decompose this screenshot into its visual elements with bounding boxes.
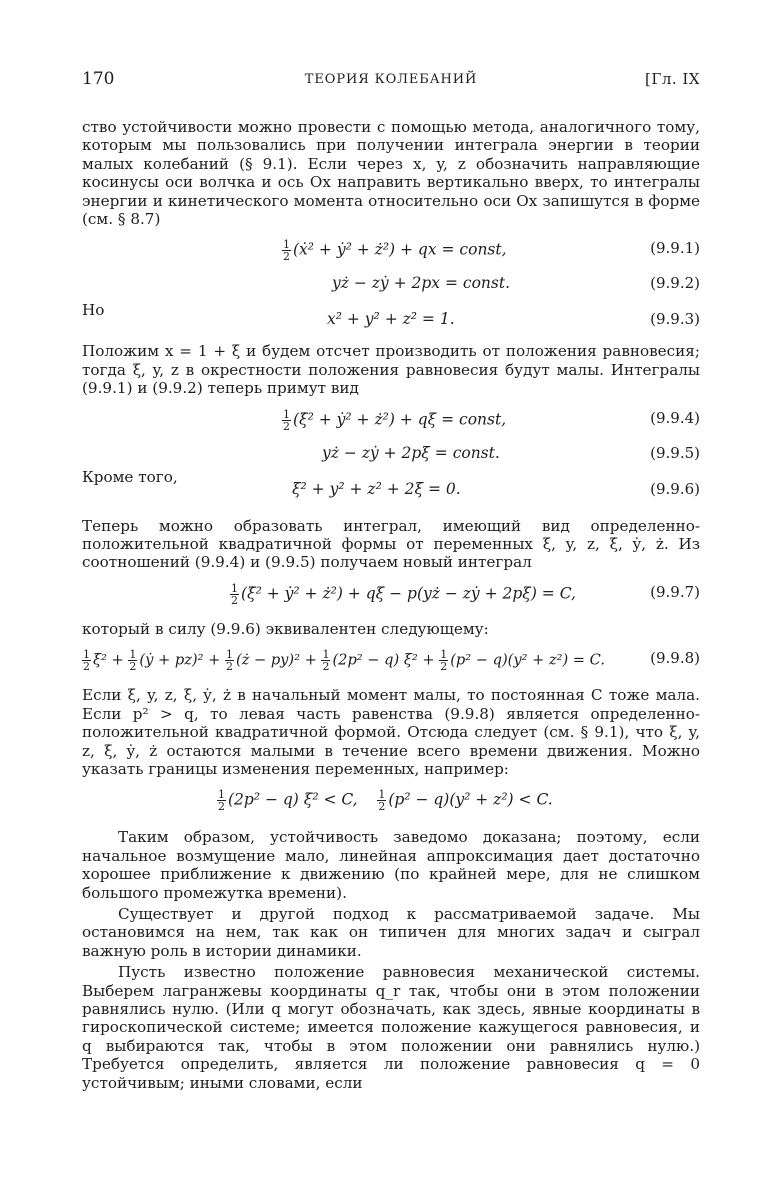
equation-body: yż − zẏ + 2px = const.: [332, 274, 511, 293]
equation-9-9-7: [82, 580, 700, 612]
running-head: ТЕОРИЯ КОЛЕБАНИЙ: [304, 72, 478, 87]
equation-9-9-4: [82, 406, 700, 433]
equation-number: (9.9.8): [650, 649, 700, 668]
equation-9-9-3: [82, 298, 700, 334]
paragraph-3: Теперь можно образовать интеграл, имеющий вид определенно-положительной квадратичной формы от переменных ξ, y, z, ξ̇, ẏ, ż. Из соотношений (9.9.4) и (9.9.5) получаем новый интеграл: [82, 516, 700, 572]
page-number: 170: [82, 69, 115, 89]
equation-9-9-1: [82, 236, 700, 263]
equation-body: ξ² + y² + z² + 2ξ = 0.: [292, 479, 461, 498]
label-no: Но: [82, 301, 105, 320]
equation-number: (9.9.5): [650, 443, 700, 462]
equation-number: (9.9.6): [650, 479, 700, 498]
paragraph-8: Пусть известно положение равновесия механической системы. Выберем лагранжевы координаты q_r так, чтобы они в этом положении равнялись нулю. (Или q могут обозначать, как здесь, явные координаты в гироскопической системе; имеется положение кажущегося равновесия, и q выбираются так, чтобы в этом положении они равнялись нулю.) Требуется определить, является ли положение равновесия q = 0 устойчивым; иными словами, если: [82, 963, 700, 1092]
term-1: ξ̇² +: [93, 651, 124, 669]
equation-body: x² + y² + z² = 1.: [327, 310, 455, 329]
equation-9-9-2: [82, 271, 700, 298]
equation-9-9-8: $\frac{1}{2}$ ξ̇² + $\frac{1}{2}$ (ẏ + pz)² + $\frac{1}{2}$ (ż − py)² + $\frac{1}{2}$ (2p² − q) ξ² + $\frac{1}{2}$ (p² − q)(y² + z²) = C. (9.9.8): [83, 648, 700, 674]
half-fraction: $\frac{1}{2}$: [231, 581, 238, 607]
equation-9-9-5: [82, 441, 700, 468]
page-header: [82, 70, 700, 92]
equation-body: (ẋ² + ẏ² + ż²) + qx = const,: [293, 240, 507, 259]
label-krome: Кроме того,: [82, 467, 178, 486]
paragraph-4: который в силу (9.9.6) эквивалентен следующему:: [82, 619, 489, 638]
equation-body: (ξ̇² + ẏ² + ż²) + qξ = const,: [293, 410, 507, 429]
equation-body: (ξ̇² + ẏ² + ż²) + qξ − p(yż − zẏ + 2pξ) = C,: [241, 584, 576, 603]
paragraph-1: ство устойчивости можно провести с помощью метода, аналогичного тому, которым мы пользовались при получении интеграла энергии в теории малых колебаний (§ 9.1). Если через x, y, z обозначить направляющие косинусы оси волчка и ось Ox направить вертикально вверх, то интегралы энергии и кинетического момента относительно оси Ox запишутся в форме (см. § 8.7): [82, 118, 700, 229]
term-3: (ż − py)² +: [235, 651, 317, 669]
equation-9-9-6: [82, 468, 700, 504]
paragraph-7: Существует и другой подход к рассматриваемой задаче. Мы остановимся на нем, так как он типичен для многих задач и сыграл важную роль в истории динамики.: [82, 904, 700, 960]
equation-body: yż − zẏ + 2pξ = const.: [322, 443, 500, 462]
term-5: (p² − q)(y² + z²) = C.: [450, 651, 605, 669]
equation-number: (9.9.2): [650, 274, 700, 293]
equation-number: (9.9.4): [650, 408, 700, 427]
inequality-a: (2p² − q) ξ² < C,: [228, 790, 358, 809]
paragraph-2: Положим x = 1 + ξ и будем отсчет производить от положения равновесия; тогда ξ, y, z в окрестности положения равновесия будут малы. Интегралы (9.9.1) и (9.9.2) теперь примут вид: [82, 342, 700, 398]
equation-number: (9.9.3): [650, 310, 700, 329]
half-fraction: $\frac{1}{2}$: [283, 407, 290, 433]
chapter-label: [Гл. IX: [645, 70, 700, 88]
paragraph-5: Если ξ, y, z, ξ̇, ẏ, ż в начальный момент малы, то постоянная C тоже мала. Если p² > q, то левая часть равенства (9.9.8) является определенно-положительной квадратичной формой. Отсюда следует (см. § 9.1), что ξ, y, z, ξ̇, ẏ, ż остаются малыми в течение всего времени движения. Можно указать границы изменения переменных, например:: [82, 686, 700, 778]
paragraph-6: Таким образом, устойчивость заведомо доказана; поэтому, если начальное возмущение мало, линейная аппроксимация дает достаточно хорошее приближение к движению (по крайней мере, для не слишком большого промежутка времени).: [82, 828, 700, 902]
equation-number: (9.9.1): [650, 239, 700, 258]
term-2: (ẏ + pz)² +: [139, 651, 221, 669]
half-fraction: $\frac{1}{2}$: [283, 238, 290, 264]
term-4: (2p² − q) ξ² +: [332, 651, 435, 669]
inequality-b: (p² − q)(y² + z²) < C.: [388, 790, 553, 809]
book-page: [82, 70, 700, 1092]
inequalities: $\frac{1}{2}$ (2p² − q) ξ² < C, $\frac{1}{2}$ (p² − q)(y² + z²) < C.: [218, 788, 553, 814]
equation-number: (9.9.7): [650, 582, 700, 601]
